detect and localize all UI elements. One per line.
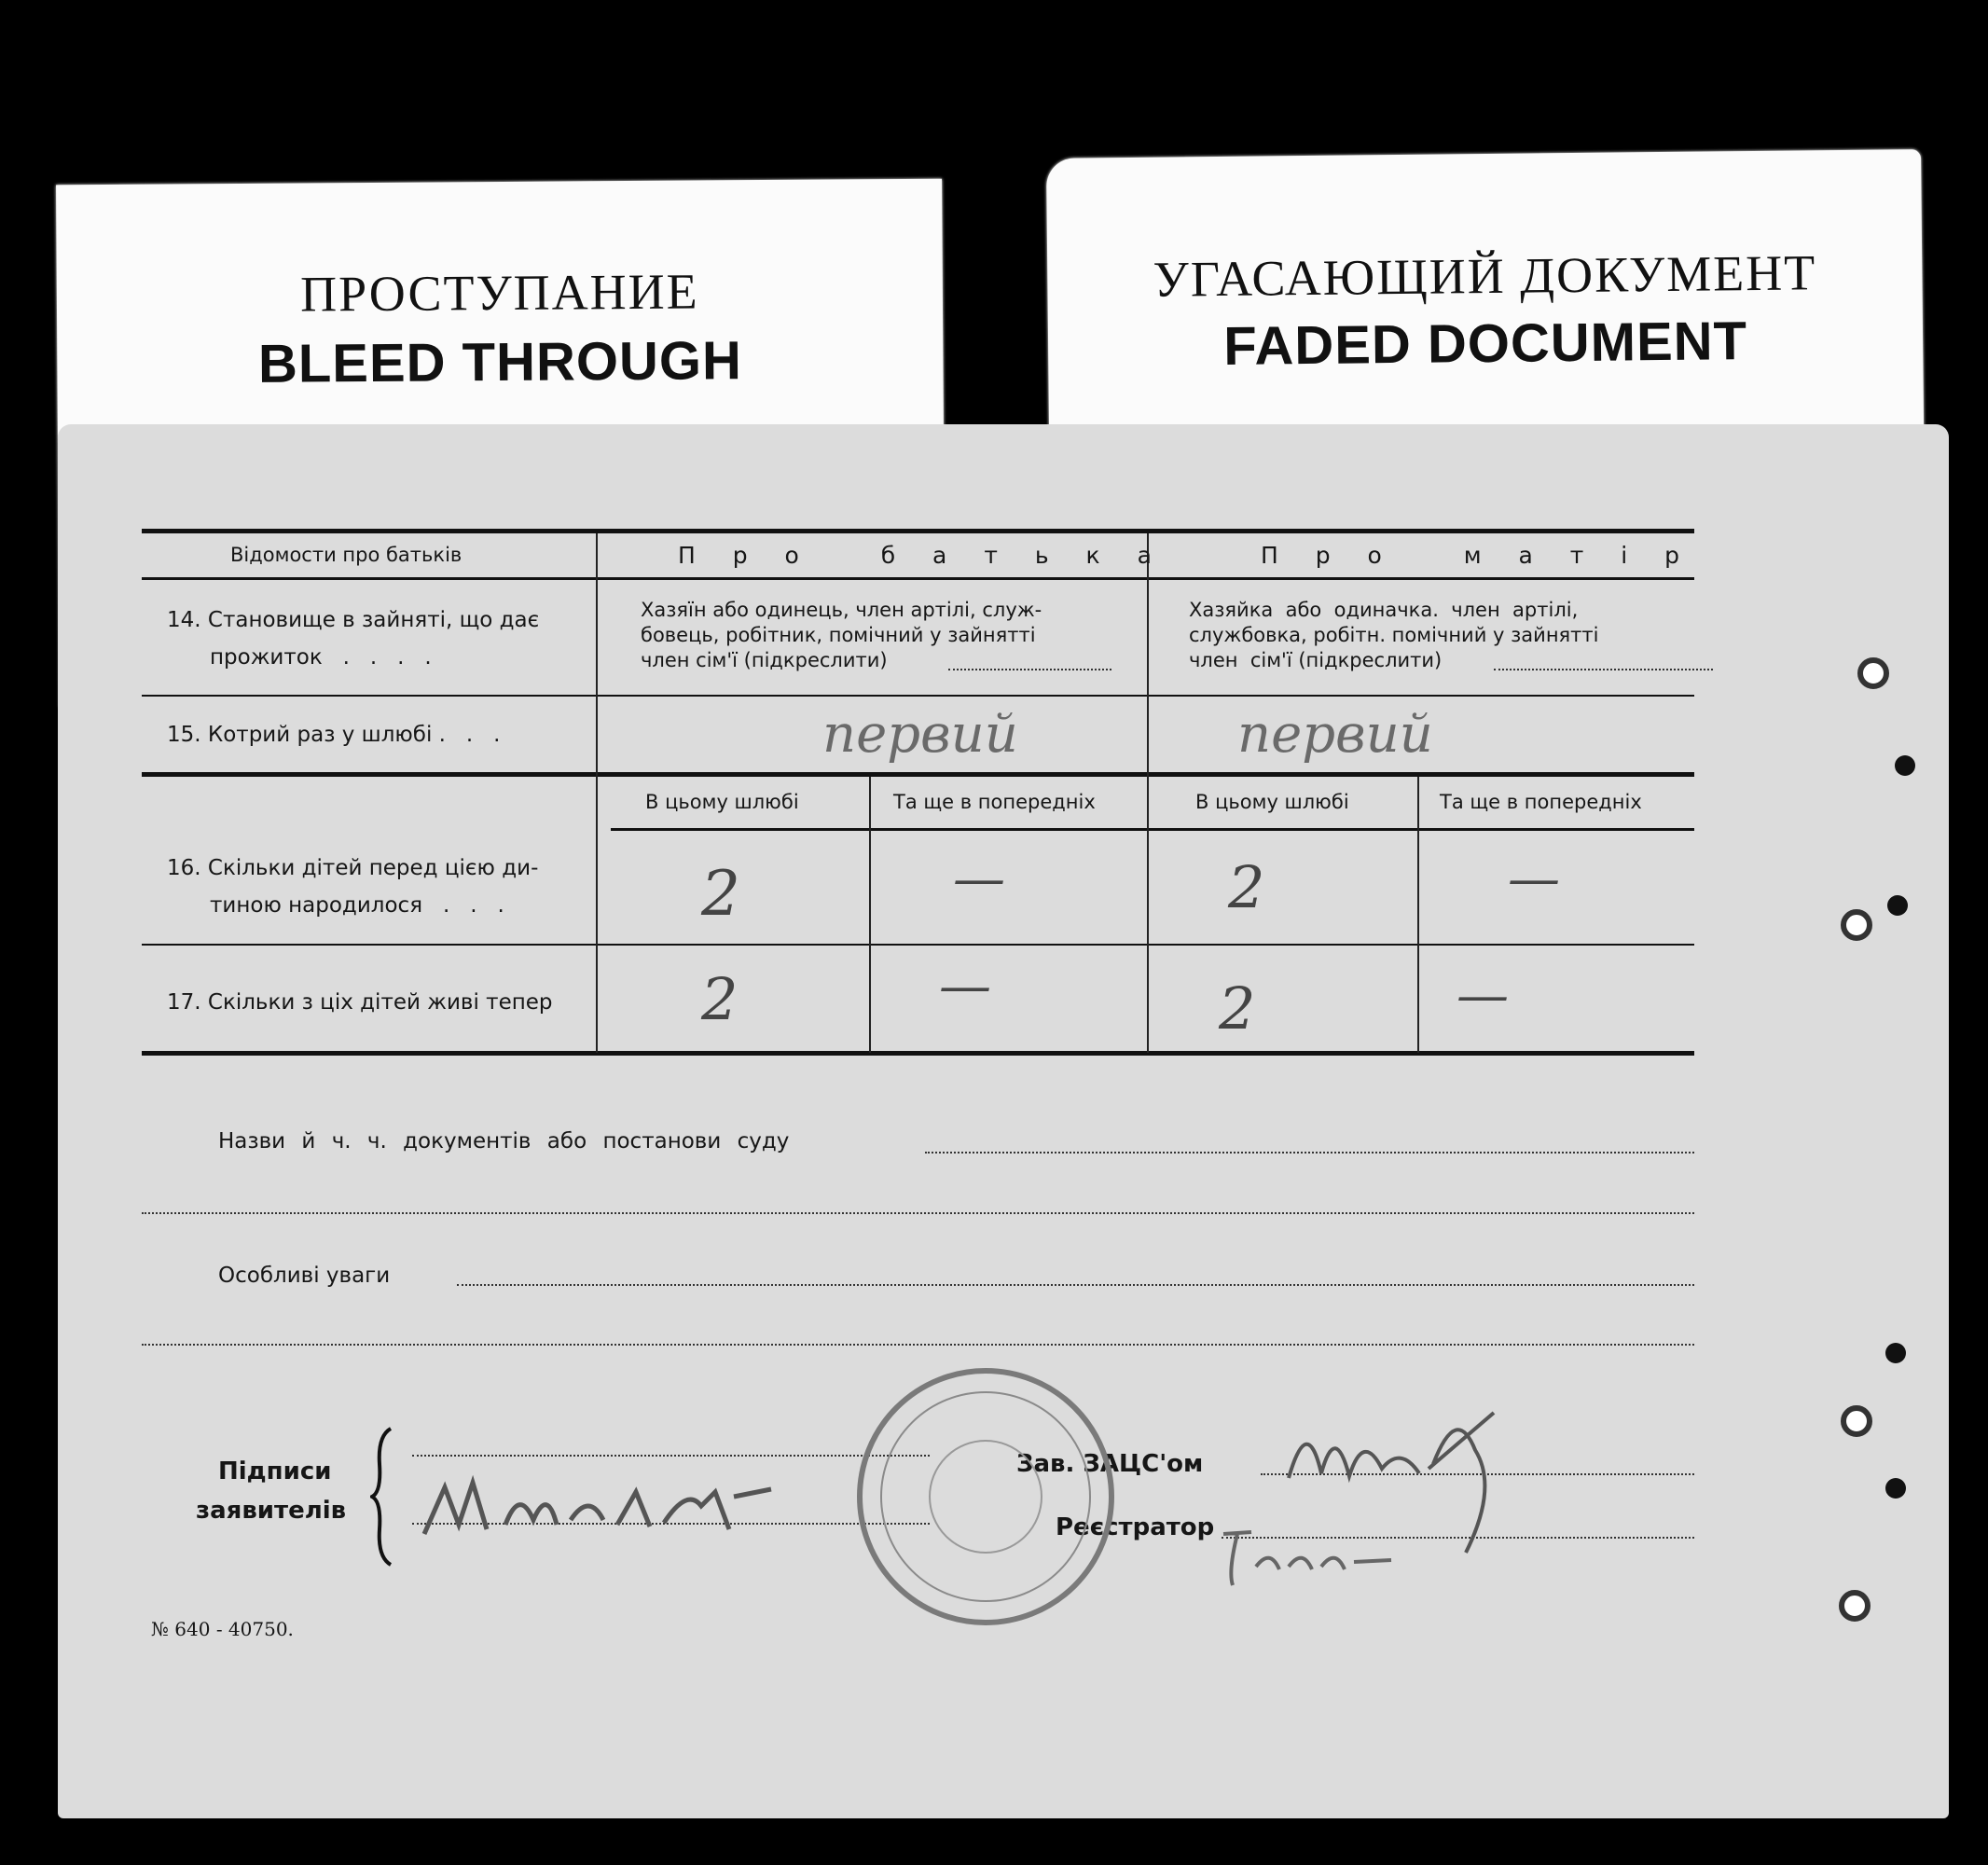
father-current-marriage: В цьому шлюбі [645,791,799,813]
row17-label: 17. Скільки з ціх дітей живі тепер [167,990,553,1015]
registrar-label: Реєстратор [1056,1513,1215,1541]
registry-head-label: Зав. ЗАЦС'ом [1016,1450,1204,1478]
applicant-signature [417,1469,790,1548]
remarks-line-2 [142,1344,1694,1346]
record-card [58,424,1949,1818]
punch-hole-icon [1839,1590,1871,1622]
row14-mother-line1: Хазяйка або одиначка. член артілі, [1189,599,1579,621]
punch-hole-icon [1841,1405,1872,1437]
punch-mark-icon [1895,755,1915,776]
remarks-line-1 [457,1284,1694,1286]
row16-father-current: 2 [701,858,740,930]
col-divider-3 [1147,533,1149,1053]
subheader-rule [611,828,1694,831]
row14-label-line2: прожиток . . . . [210,645,432,670]
bleed-through-ru: ПРОСТУПАНИЕ [299,263,699,323]
row16-father-previous: — [953,849,1005,909]
punch-hole-icon [1841,909,1872,941]
row15-label: 15. Котрий раз у шлюбі . . . [167,723,501,747]
official-stamp [846,1357,1125,1637]
applicants-signatures-label-1: Підписи [218,1457,332,1485]
row14-father-line2: бовець, робітник, помічний у зайнятті [641,624,1036,646]
punch-mark-icon [1885,1343,1906,1363]
faded-document-en: FADED DOCUMENT [1222,311,1748,377]
remarks-label: Особливі уваги [218,1264,391,1288]
punch-hole-icon [1857,657,1889,689]
mother-current-marriage: В цьому шлюбі [1195,791,1349,813]
table-top-rule [142,529,1694,533]
header-parents-info: Відомости про батьків [230,544,462,566]
row16-mother-current: 2 [1228,853,1265,921]
header-about-father: П р о б а т ь к а [678,542,1167,569]
row14-father-line1: Хазяїн або одинець, член артілі, служ- [641,599,1042,621]
row17-mother-previous: — [1456,965,1509,1026]
header-bottom-rule [142,577,1694,580]
faded-document-ru: УГАСАЮЩИЙ ДОКУМЕНТ [1153,244,1817,308]
documents-line-2 [142,1212,1694,1214]
form-number: № 640 - 40750. [151,1618,294,1640]
row16-mother-previous: — [1508,849,1560,909]
mother-previous-marriages: Та ще в попередніх [1440,791,1642,813]
father-previous-marriages: Та ще в попередніх [893,791,1096,813]
bleed-through-en: BLEED THROUGH [257,330,743,394]
punch-mark-icon [1887,895,1908,916]
col-divider-4 [1417,777,1419,1053]
punch-mark-icon [1885,1478,1906,1499]
row15-father-value: первий [822,704,1018,765]
documents-label: Назви й ч. ч. документів або постанови суду [218,1129,790,1154]
registrar-signature [1214,1515,1401,1590]
row14-father-line3: член сім'ї (підкреслити) [641,649,888,671]
row14-bottom-rule [142,695,1694,697]
brace-icon [370,1427,398,1567]
col-divider-2 [869,777,871,1053]
header-about-mother: П р о м а т і р [1261,542,1695,569]
documents-line-1 [925,1152,1694,1154]
row14-label-line1: 14. Становище в зайняті, що дає [167,608,540,632]
row16-label-line2: тиною народилося . . . [210,893,504,918]
applicants-signatures-label-2: заявителів [196,1497,347,1525]
row17-father-current: 2 [701,965,739,1033]
row15-bottom-rule [142,772,1694,777]
row15-mother-value: первий [1237,704,1433,765]
row14-father-dots [948,669,1111,670]
row14-mother-line3: член сім'ї (підкреслити) [1189,649,1443,671]
row17-father-previous: — [939,956,991,1016]
row14-mother-dots [1494,669,1713,670]
row17-mother-current: 2 [1219,974,1256,1043]
row16-bottom-rule [142,944,1694,946]
row14-mother-line2: службовка, робітн. помічний у зайнятті [1189,624,1599,646]
col-divider-1 [596,533,598,1053]
row16-label-line1: 16. Скільки дітей перед цією ди- [167,856,539,880]
table-bottom-rule [142,1051,1694,1056]
